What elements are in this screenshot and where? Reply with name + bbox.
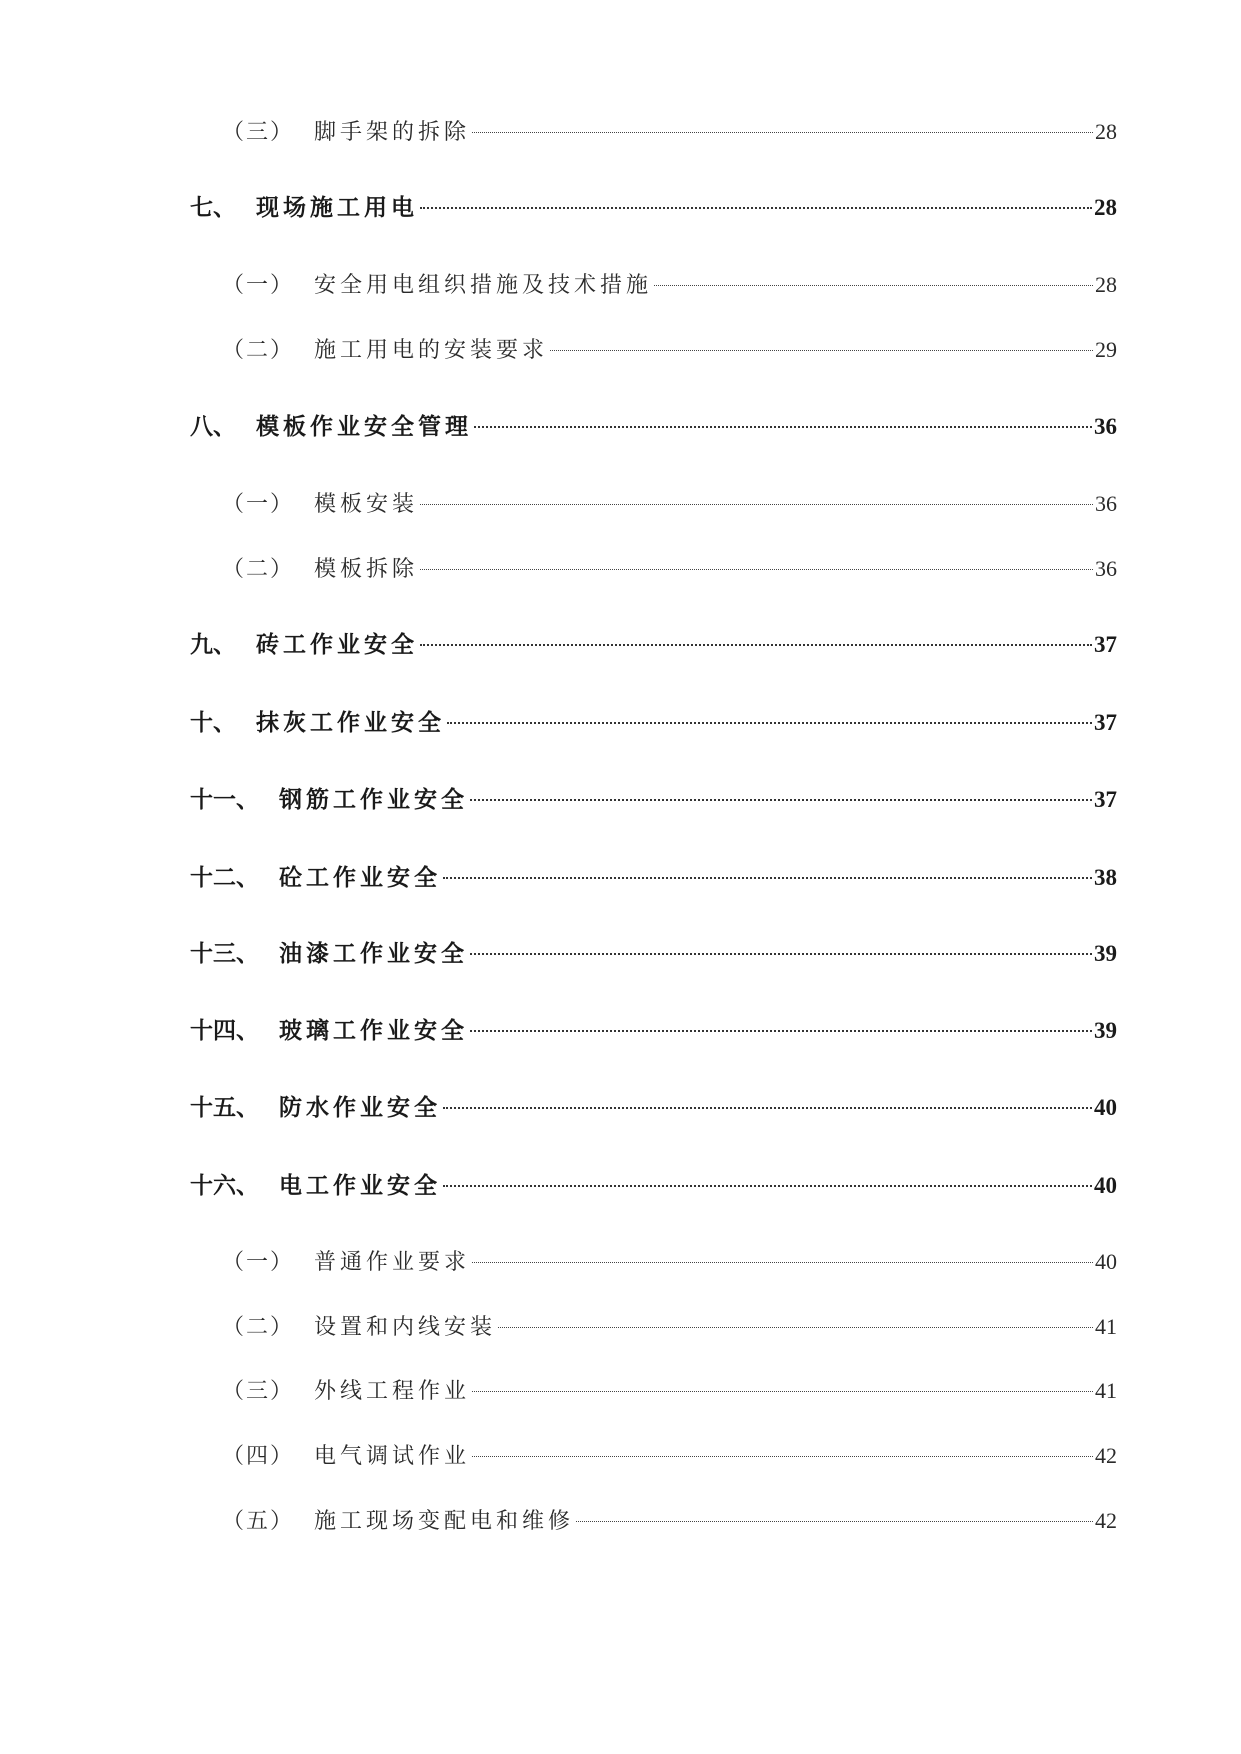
toc-entry-title: 电工作业安全 (279, 1172, 441, 1199)
toc-entry-title: 施工用电的安装要求 (314, 338, 549, 363)
toc-entry[interactable] (190, 783, 1117, 817)
toc-entry-page: 40 (1094, 1095, 1117, 1120)
toc-entry-title: 玻璃工作业安全 (279, 1017, 468, 1044)
toc-entry-title: 模板拆除 (314, 557, 419, 582)
dot-leader (472, 1456, 1093, 1457)
toc-entry-number: （五） (222, 1509, 295, 1534)
toc-entry[interactable] (190, 1014, 1117, 1048)
toc-entry[interactable] (190, 1091, 1117, 1125)
toc-entry[interactable] (190, 706, 1117, 740)
toc-entry[interactable] (190, 191, 1117, 225)
dot-leader (447, 722, 1092, 724)
toc-entry-page: 28 (1095, 272, 1117, 297)
toc-entry-title: 现场施工用电 (256, 194, 418, 221)
toc-entry-title: 抹灰工作业安全 (256, 709, 445, 736)
toc-entry-number: 九、 (190, 631, 236, 658)
dot-leader (474, 426, 1092, 428)
toc-entry[interactable] (222, 333, 1117, 367)
toc-entry-title: 防水作业安全 (279, 1094, 441, 1121)
toc-entry-page: 37 (1094, 787, 1117, 812)
toc-entry[interactable] (190, 937, 1117, 971)
dot-leader (470, 953, 1092, 955)
toc-entry[interactable] (190, 1169, 1117, 1203)
toc-entry[interactable] (190, 410, 1117, 444)
toc-entry-page: 36 (1095, 556, 1117, 581)
toc-entry-number: 八、 (190, 413, 236, 440)
toc-entry-page: 37 (1094, 710, 1117, 735)
toc-entry-page: 39 (1094, 1018, 1117, 1043)
toc-entry-page: 39 (1094, 941, 1117, 966)
toc-entry-title: 普通作业要求 (314, 1250, 471, 1275)
toc-entry[interactable] (222, 1310, 1117, 1344)
toc-entry[interactable] (222, 1439, 1117, 1473)
toc-entry-title: 钢筋工作业安全 (279, 786, 468, 813)
toc-entry-number: （二） (222, 1315, 295, 1340)
toc-entry-title: 模板作业安全管理 (256, 413, 472, 440)
toc-entry[interactable] (222, 1504, 1117, 1538)
toc-entry-page: 41 (1095, 1314, 1117, 1339)
dot-leader (472, 1262, 1093, 1263)
dot-leader (472, 1391, 1093, 1392)
toc-entry[interactable] (222, 1374, 1117, 1408)
toc-entry[interactable] (222, 487, 1117, 521)
toc-entry-page: 40 (1094, 1173, 1117, 1198)
toc-entry-number: 十四、 (190, 1017, 259, 1044)
toc-entry-number: 十、 (190, 709, 236, 736)
toc-entry-title: 安全用电组织措施及技术措施 (314, 273, 653, 298)
toc-entry-page: 36 (1094, 414, 1117, 439)
dot-leader (420, 504, 1093, 505)
toc-entry-number: （三） (222, 1379, 295, 1404)
toc-entry-number: （三） (222, 120, 295, 145)
dot-leader (576, 1521, 1093, 1522)
toc-entry-number: 七、 (190, 194, 236, 221)
dot-leader (498, 1327, 1093, 1328)
toc-entry-page: 40 (1095, 1249, 1117, 1274)
toc-entry-number: （一） (222, 1250, 295, 1275)
toc-entry-title: 油漆工作业安全 (279, 940, 468, 967)
toc-entry-number: 十二、 (190, 864, 259, 891)
toc-entry-page: 36 (1095, 491, 1117, 516)
dot-leader (470, 799, 1092, 801)
dot-leader (443, 877, 1092, 879)
toc-entry-number: （二） (222, 338, 295, 363)
toc-entry-title: 砖工作业安全 (256, 631, 418, 658)
dot-leader (420, 569, 1093, 570)
toc-entry-number: 十一、 (190, 786, 259, 813)
toc-entry-number: （二） (222, 557, 295, 582)
toc-entry-number: （一） (222, 492, 295, 517)
toc-entry-number: 十五、 (190, 1094, 259, 1121)
toc-entry-number: 十三、 (190, 940, 259, 967)
toc-entry-page: 28 (1095, 119, 1117, 144)
dot-leader (654, 285, 1093, 286)
dot-leader (550, 350, 1093, 351)
toc-entry-number: （四） (222, 1444, 295, 1469)
toc-entry[interactable] (222, 268, 1117, 302)
toc-entry-title: 模板安装 (314, 492, 419, 517)
dot-leader (472, 132, 1093, 133)
toc-entry-title: 脚手架的拆除 (314, 120, 471, 145)
toc-entry-title: 外线工程作业 (314, 1379, 471, 1404)
toc-entry-page: 42 (1095, 1443, 1117, 1468)
toc-entry-page: 29 (1095, 337, 1117, 362)
toc-entry[interactable] (222, 1245, 1117, 1279)
toc-entry[interactable] (190, 628, 1117, 662)
dot-leader (443, 1107, 1092, 1109)
toc-entry-page: 37 (1094, 632, 1117, 657)
toc-entry-title: 砼工作业安全 (279, 864, 441, 891)
toc-entry[interactable] (222, 115, 1117, 149)
toc-entry-number: 十六、 (190, 1172, 259, 1199)
toc-entry-title: 施工现场变配电和维修 (314, 1509, 575, 1534)
toc-entry[interactable] (222, 552, 1117, 586)
dot-leader (443, 1185, 1092, 1187)
toc-entry-page: 38 (1094, 865, 1117, 890)
dot-leader (420, 207, 1092, 209)
toc-entry-page: 28 (1094, 195, 1117, 220)
dot-leader (470, 1030, 1092, 1032)
toc-entry[interactable] (190, 861, 1117, 895)
dot-leader (420, 644, 1092, 646)
toc-entry-title: 电气调试作业 (314, 1444, 471, 1469)
toc-entry-page: 41 (1095, 1378, 1117, 1403)
toc-entry-page: 42 (1095, 1508, 1117, 1533)
toc-entry-number: （一） (222, 273, 295, 298)
toc-entry-title: 设置和内线安装 (314, 1315, 497, 1340)
